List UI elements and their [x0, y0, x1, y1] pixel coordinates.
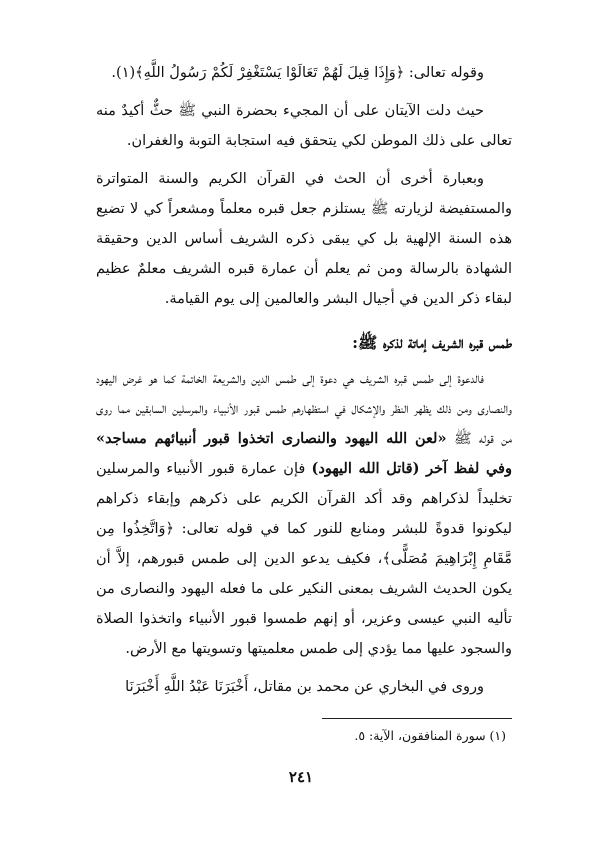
quran-verse: ﴿وَاتَّخِذُوا مِن مَّقَامِ إِبْرَاهِيمَ مُصَلًّى﴾ — [96, 521, 512, 567]
footnote: (١) سورة المنافقون، الآية: ٥. — [354, 728, 506, 743]
text-segment: وروى في البخاري عن محمد بن مقاتل، — [248, 679, 484, 695]
hadith-chain: أَخْبَرَنَا عَبْدُ اللَّهِ أَخْبَرَنَا — [125, 679, 249, 695]
text-segment: فإن عمارة قبور الأنبياء والمرسلين تخليداً لذكراهم وقد أكد القرآن الكريم على ذكرهم وإبقاء ذكراهم ليكونوا قدوةً للبشر ومنابع للنور كما في قوله تعالى: — [96, 461, 512, 537]
paragraph-quran-verse — [96, 58, 512, 88]
main-text — [96, 58, 512, 710]
text-segment: وقوله تعالى: — [404, 65, 484, 81]
paragraph-bukhari — [96, 672, 512, 702]
section-heading: طمس قبره الشريف إماتة لذكره ﷺ: — [352, 333, 512, 352]
text-segment: فالدعوة إلى طمس قبره الشريف هي دعوة إلى طمس الدين والشريعة الخاتمة كما هو غرض اليهود والنصارى ومن ذلك يظهر النظر والإشكال في استظهارهم طمس قبور الأنبياء والمرسلين السابقين مما روى من قوله ﷺ — [96, 371, 512, 447]
footnote-divider — [322, 718, 512, 719]
text-segment: وبعبارة أخرى أن الحث في القرآن الكريم والسنة المتواترة والمستفيضة لزيارته ﷺ يستلزم جعل قبره معلماً ومشعراً كي لا تضيع هذه السنة الإلهية بل كي يبقى ذكره الشريف أساس الدين وحقيقة الشهادة بالرسالة ومن ثم يعلم أن عمارة قبره الشريف معلمٌ عظيم لبقاء ذكر الدين في أجيال البشر والعالمين إلى يوم القيامة. — [96, 171, 512, 307]
text-segment: ، فكيف يدعو الدين إلى طمس قبورهم، إلاَّ أن يكون الحديث الشريف بمعنى النكير على ما فعله اليهود والنصارى من تأليه النبي عيسى وعزير، أو إنهم طمسوا قبور الأنبياء واتخذوا الصلاة والسجود عليها مما يؤدي إلى طمس معلميتها وتسويتها مع الأرض. — [96, 551, 512, 657]
text-segment: حيث دلت الآيتان على أن المجيء بحضرة النبي ﷺ حثٌّ أكيدٌ منه تعالى على ذلك الموطن لكي يتحقق فيه استجابة التوبة والغفران. — [96, 103, 512, 149]
paragraph-two-verses — [96, 96, 512, 156]
page-number: ٢٤١ — [288, 768, 314, 786]
hadith-quote: «لعن الله اليهود والنصارى اتخذوا قبور أنبيائهم مساجد» وفي لفظ آخر (قاتل الله اليهود) — [96, 430, 512, 477]
quran-verse: ﴿وَإِذَا قِيلَ لَهُمْ تَعَالَوْا يَسْتَغْفِرْ لَكُمْ رَسُولُ اللَّهِ﴾ — [135, 65, 405, 81]
paragraph-call-to-obliterate — [96, 364, 512, 664]
footnote-ref: (١). — [111, 65, 136, 81]
paragraph-other-words — [96, 164, 512, 314]
